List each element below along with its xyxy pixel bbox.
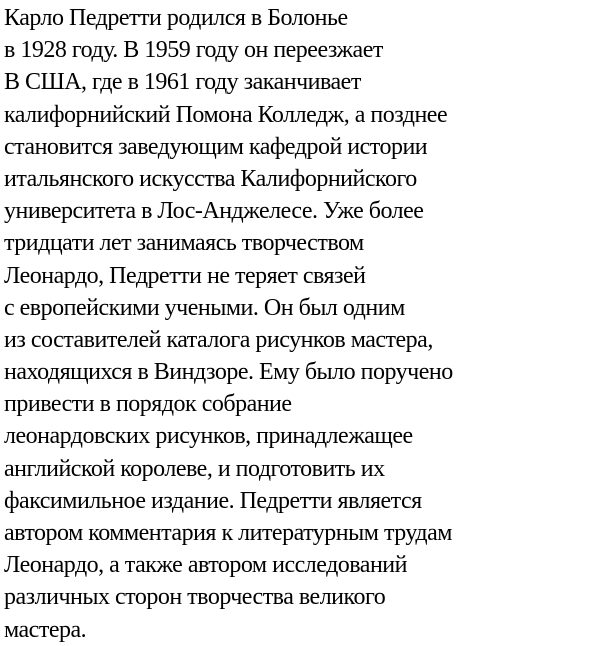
text-line: автором комментария к литературным трудам bbox=[4, 520, 452, 546]
text-line: Карло Педретти родился в Болонье bbox=[4, 5, 348, 31]
text-line: Леонардо, Педретти не теряет связей bbox=[4, 262, 366, 289]
body-paragraph bbox=[4, 2, 607, 646]
text-line: привести в порядок собрание bbox=[4, 391, 292, 418]
text-line: В США, где в 1961 году заканчивает bbox=[4, 69, 361, 96]
text-line: Леонардо, а также автором исследований bbox=[4, 552, 407, 579]
text-line: калифорнийский Помона Колледж, а позднее bbox=[4, 101, 448, 128]
text-line: итальянского искусства Калифорнийского bbox=[4, 165, 417, 192]
text-line: в 1928 году. В 1959 году он переезжает bbox=[4, 37, 383, 64]
text-line: факсимильное издание. Педретти является bbox=[4, 487, 422, 514]
text-line: находящихся в Виндзоре. Ему было поручено bbox=[4, 359, 453, 386]
text-line: университета в Лос-Анджелесе. Уже более bbox=[4, 198, 424, 225]
text-line: различных сторон творчества великого bbox=[4, 584, 386, 611]
text-line: мастера. bbox=[4, 616, 87, 643]
text-line: становится заведующим кафедрой истории bbox=[4, 133, 428, 160]
text-line: тридцати лет занимаясь творчеством bbox=[4, 230, 364, 257]
text-line: английской королеве, и подготовить их bbox=[4, 455, 385, 482]
text-line: с европейскими учеными. Он был одним bbox=[4, 294, 405, 321]
text-line: из составителей каталога рисунков мастера, bbox=[4, 326, 433, 353]
text-line: леонардовских рисунков, принадлежащее bbox=[4, 423, 413, 450]
